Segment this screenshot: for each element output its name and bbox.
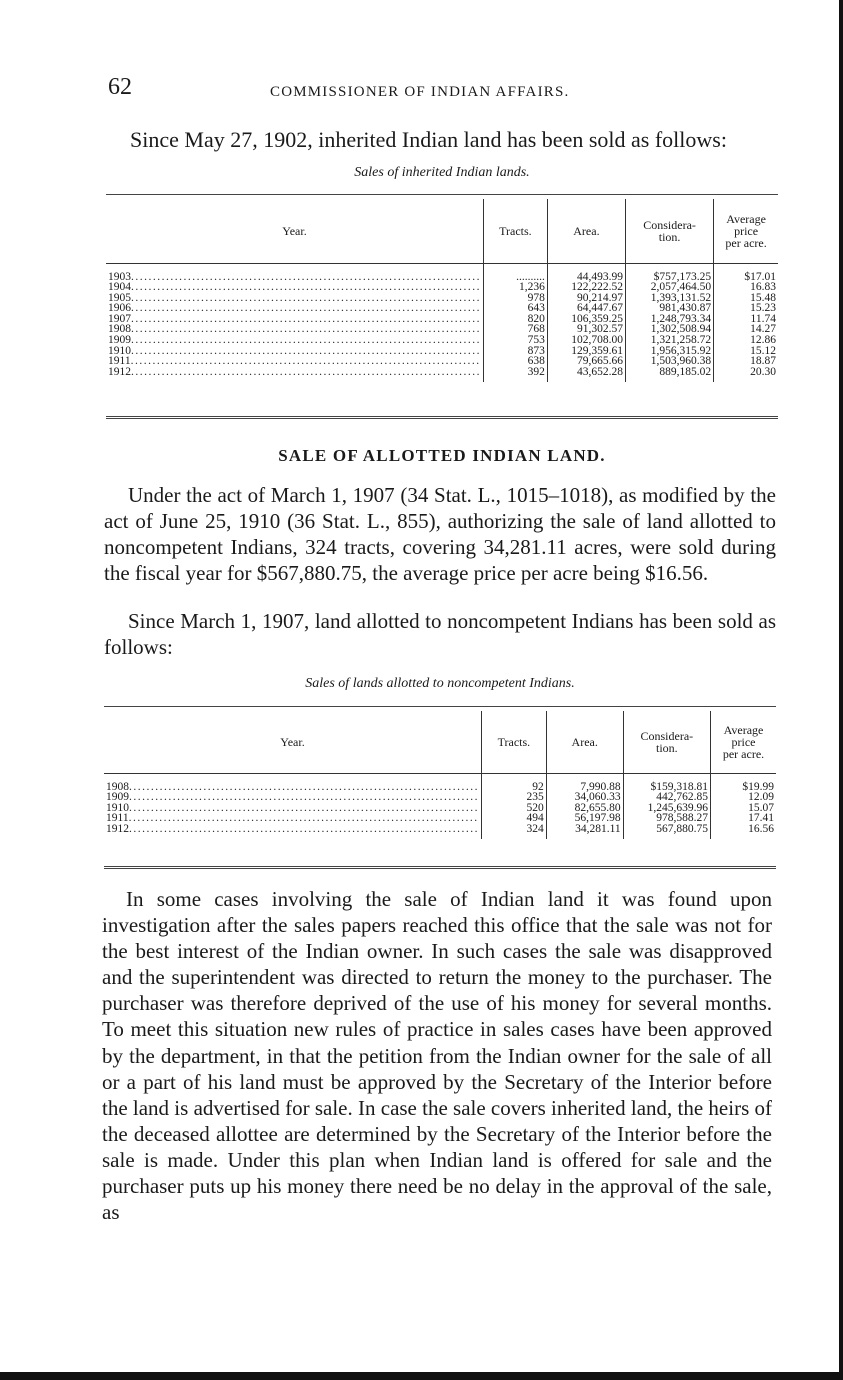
table2-cell-average-price: 15.07 xyxy=(711,803,776,814)
table2-bottom-rule xyxy=(104,866,776,869)
table2-cell-consideration: 567,880.75 xyxy=(623,824,710,840)
table1-cell-average-price: 15.12 xyxy=(714,346,778,357)
table2-cell-consideration: $159,318.81 xyxy=(623,773,710,792)
table1-cell-area: 106,359.25 xyxy=(547,314,625,325)
table1-cell-average-price: 18.87 xyxy=(714,356,778,367)
table1-cell-consideration: 1,503,960.38 xyxy=(626,356,714,367)
table2-header-year: Year. xyxy=(104,711,482,773)
intro-paragraph: Since May 27, 1902, inherited Indian land has been sold as follows: xyxy=(130,127,727,152)
table1-cell-average-price: 20.30 xyxy=(714,367,778,383)
table2-cell-year: 1912................................................................................ xyxy=(106,823,479,835)
table2-header-consideration: Considera- tion. xyxy=(623,711,710,773)
table1-cell-area: 44,493.99 xyxy=(547,263,625,282)
table1-cell-year: 1908................................................................................ xyxy=(108,324,481,336)
table2-cell-area: 34,281.11 xyxy=(546,824,623,840)
table1-cell-consideration: 1,248,793.34 xyxy=(626,314,714,325)
table2-cell-average-price: 17.41 xyxy=(711,813,776,824)
table1-cell-average-price: 15.23 xyxy=(714,303,778,314)
table1-top-rule xyxy=(106,194,778,195)
page-number: 62 xyxy=(108,74,132,100)
table1-inherited-lands xyxy=(106,199,778,382)
table2-header-area: Area. xyxy=(546,711,623,773)
table1-cell-year: 1905................................................................................ xyxy=(108,292,481,304)
table1-cell-area: 122,222.52 xyxy=(547,282,625,293)
table1-caption: Sales of inherited Indian lands. xyxy=(354,165,530,180)
table1-cell-average-price: 15.48 xyxy=(714,293,778,304)
table2-cell-tracts: 235 xyxy=(482,792,547,803)
table1-cell-area: 79,665.66 xyxy=(547,356,625,367)
table1-cell-tracts: 392 xyxy=(484,367,548,383)
table1-cell-year: 1909................................................................................ xyxy=(108,335,481,346)
table2-top-rule xyxy=(104,706,776,707)
table2-cell-year: 1908................................................................................ xyxy=(106,780,479,793)
table2-caption: Sales of lands allotted to noncompetent Indians. xyxy=(305,676,575,691)
table2-cell-year: 1910................................................................................ xyxy=(106,802,479,814)
table1-cell-tracts: 873 xyxy=(484,346,548,357)
table1-cell-consideration: 1,393,131.52 xyxy=(626,293,714,304)
table1-cell-consideration: 2,057,464.50 xyxy=(626,282,714,293)
table2-cell-tracts: 494 xyxy=(482,813,547,824)
table1-header-year: Year. xyxy=(106,199,484,263)
table1-cell-area: 91,302.57 xyxy=(547,324,625,335)
table1-header-tracts: Tracts. xyxy=(484,199,548,263)
table2-cell-year: 1909................................................................................ xyxy=(106,792,479,803)
table2-cell-year: 1911................................................................................ xyxy=(106,813,479,824)
table-row xyxy=(106,263,778,282)
table1-cell-year: 1911................................................................................ xyxy=(108,356,481,367)
table1-cell-tracts: 638 xyxy=(484,356,548,367)
table2-cell-consideration: 442,762.85 xyxy=(623,792,710,803)
table1-cell-consideration: 1,956,315.92 xyxy=(626,346,714,357)
table2-cell-consideration: 1,245,639.96 xyxy=(623,803,710,814)
table2-cell-area: 7,990.88 xyxy=(546,773,623,792)
table1-cell-consideration: 1,302,508.94 xyxy=(626,324,714,335)
table1-bottom-rule xyxy=(106,416,778,419)
table2-cell-average-price: $19.99 xyxy=(711,773,776,792)
table1-cell-tracts: 820 xyxy=(484,314,548,325)
table2-cell-area: 56,197.98 xyxy=(546,813,623,824)
table1-cell-year: 1907................................................................................ xyxy=(108,313,481,325)
table1-cell-average-price: 14.27 xyxy=(714,324,778,335)
table1-header-consideration: Considera- tion. xyxy=(626,199,714,263)
paragraph-since-1907: Since March 1, 1907, land allotted to noncompetent Indians has been sold as follows: xyxy=(104,609,776,659)
table1-cell-tracts: 768 xyxy=(484,324,548,335)
table1-cell-area: 43,652.28 xyxy=(547,367,625,383)
paragraph-sales-procedure: In some cases involving the sale of Indian land it was found upon investigation after the sales papers reached this office that the sale was not for the best interest of the Indian owner. In such cases the sale was disapproved and the superintendent was directed to return the money to the purchaser. The purchaser was therefore deprived of the use of his money for several months. To meet this situation new rules of practice in sales cases have been approved by the department, in that the petition from the Indian owner for the sale of all or a part of his land must be approved by the Secretary of the Interior before the land is advertised for sale. In case the sale covers inherited land, the heirs of the deceased allottee are determined by the Secretary of the Interior before the sale is made. Under this plan when Indian land is offered for sale and the purchaser puts up his money there need be no delay in the approval of the sale, as xyxy=(102,887,773,1225)
page-edge-right xyxy=(839,0,843,1380)
table2-cell-area: 82,655.80 xyxy=(546,803,623,814)
table1-cell-average-price: 16.83 xyxy=(714,282,778,293)
table1-cell-tracts: 978 xyxy=(484,293,548,304)
table1-cell-tracts: 643 xyxy=(484,303,548,314)
table2-header-tracts: Tracts. xyxy=(482,711,547,773)
table1-cell-tracts: .......... xyxy=(484,263,548,282)
section-heading: SALE OF ALLOTTED INDIAN LAND. xyxy=(278,446,606,465)
table1-cell-year: 1904................................................................................ xyxy=(108,282,481,293)
running-head: COMMISSIONER OF INDIAN AFFAIRS. xyxy=(270,84,570,100)
table1-cell-area: 102,708.00 xyxy=(547,335,625,346)
table2-cell-tracts: 520 xyxy=(482,803,547,814)
table1-cell-consideration: $757,173.25 xyxy=(626,263,714,282)
table2-header-average-price: Average price per acre. xyxy=(711,711,776,773)
table1-cell-area: 129,359.61 xyxy=(547,346,625,357)
page-edge-bottom xyxy=(0,1372,843,1380)
table1-cell-year: 1906................................................................................ xyxy=(108,303,481,314)
table1-cell-year: 1910................................................................................ xyxy=(108,345,481,357)
table1-cell-average-price: 12.86 xyxy=(714,335,778,346)
table1-cell-average-price: 11.74 xyxy=(714,314,778,325)
table2-cell-tracts: 92 xyxy=(482,773,547,792)
table-row xyxy=(104,773,776,792)
table1-cell-average-price: $17.01 xyxy=(714,263,778,282)
table-row xyxy=(104,824,776,840)
table2-allotted-lands xyxy=(104,711,776,839)
table2-cell-average-price: 12.09 xyxy=(711,792,776,803)
table2-cell-consideration: 978,588.27 xyxy=(623,813,710,824)
table1-cell-consideration: 981,430.87 xyxy=(626,303,714,314)
table2-cell-area: 34,060.33 xyxy=(546,792,623,803)
table1-cell-consideration: 889,185.02 xyxy=(626,367,714,383)
table1-cell-area: 64,447.67 xyxy=(547,303,625,314)
table2-cell-tracts: 324 xyxy=(482,824,547,840)
table1-cell-tracts: 753 xyxy=(484,335,548,346)
table2-cell-average-price: 16.56 xyxy=(711,824,776,840)
table1-header-area: Area. xyxy=(547,199,625,263)
table1-cell-year: 1912................................................................................ xyxy=(108,366,481,378)
table-row xyxy=(106,367,778,383)
table1-cell-consideration: 1,321,258.72 xyxy=(626,335,714,346)
paragraph-act-of-1907: Under the act of March 1, 1907 (34 Stat. L., 1015–1018), as modified by the act of June 25, 1910 (36 Stat. L., 855), authorizing the sale of land allotted to noncompetent Indians, 324 tracts, covering 34,281.11 acres, were sold during the fiscal year for $567,880.75, the average price per acre being $16.56. xyxy=(104,483,776,585)
table1-header-average-price: Average price per acre. xyxy=(714,199,778,263)
table1-cell-tracts: 1,236 xyxy=(484,282,548,293)
table1-cell-year: 1903................................................................................ xyxy=(108,270,481,283)
table1-cell-area: 90,214.97 xyxy=(547,293,625,304)
